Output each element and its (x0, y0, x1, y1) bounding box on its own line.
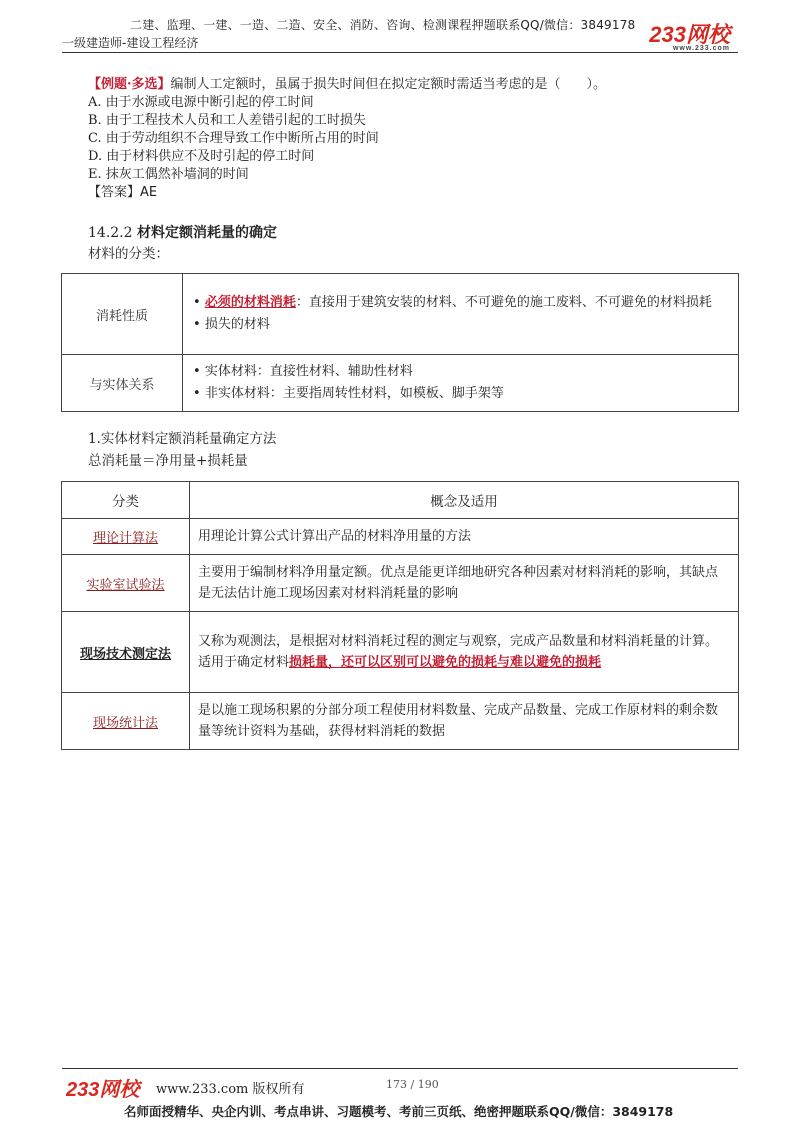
list-item: • 必须的材料消耗：直接用于建筑安装的材料、不可避免的施工废料、不可避免的材料损耗 (193, 295, 712, 310)
section-intro: 材料的分类： (88, 246, 169, 262)
method-label (62, 612, 190, 693)
brand-logo-text: 233网校 (649, 22, 730, 47)
table-row (62, 274, 739, 355)
method-label (62, 693, 190, 750)
row-content (183, 355, 739, 412)
table-row (62, 612, 739, 693)
question-option-c: C. 由于劳动组织不合理导致工作中断所占用的时间 (88, 131, 379, 146)
list-item: • 非实体材料：主要指周转性材料，如模板、脚手架等 (193, 386, 504, 401)
highlight-text: 损耗量，还可以区别可以避免的损耗与难以避免的损耗 (289, 655, 602, 670)
method-label-text: 现场统计法 (92, 715, 158, 731)
item-text: 非实体材料：主要指周转性材料，如模板、脚手架等 (204, 386, 504, 401)
method-heading: 1.实体材料定额消耗量确定方法 (88, 431, 277, 447)
footer-logo: 233网校 (66, 1079, 140, 1101)
question-option-d: D. 由于材料供应不及时引起的停工时间 (88, 149, 315, 164)
table-row (62, 519, 739, 555)
method-formula: 总消耗量＝净用量+损耗量 (88, 453, 248, 469)
row-label: 消耗性质 (62, 274, 183, 355)
material-classification-table (61, 273, 739, 412)
method-label-text: 现场技术测定法 (79, 646, 171, 662)
method-desc: 用理论计算公式计算出产品的材料净用量的方法 (190, 519, 739, 555)
footer-divider (62, 1068, 738, 1069)
methods-table (61, 481, 739, 750)
section-title: 材料定额消耗量的确定 (136, 225, 277, 241)
table-header-row (62, 482, 739, 519)
column-header: 分类 (62, 482, 190, 519)
row-label: 与实体关系 (62, 355, 183, 412)
list-item: • 实体材料：直接性材料、辅助性材料 (193, 364, 413, 379)
header-contact-text: 二建、监理、一建、一造、二造、安全、消防、咨询、检测课程押题联系QQ/微信：3849178 (130, 18, 636, 32)
method-desc (190, 612, 739, 693)
header-subtitle: 一级建造师-建设工程经济 (62, 36, 199, 50)
list-item: • 损失的材料 (193, 317, 270, 332)
highlight-text: 必须的材料消耗 (204, 295, 296, 310)
method-label (62, 555, 190, 612)
footer-contact-text: 名师面授精华、央企内训、考点串讲、习题模考、考前三页纸、绝密押题联系QQ/微信：3849178 (124, 1104, 674, 1119)
method-label-text: 理论计算法 (92, 531, 158, 546)
item-text: 损失的材料 (204, 317, 270, 332)
method-desc-line2 (198, 652, 730, 673)
section-heading (88, 222, 277, 242)
table-row (62, 355, 739, 412)
item-text: ：直接用于建筑安装的材料、不可避免的施工废料、不可避免的材料损耗 (295, 295, 712, 310)
header-divider (62, 52, 738, 53)
desc-prefix: 适用于确定材料 (198, 655, 290, 670)
question-option-e: E. 抹灰工偶然补墙洞的时间 (88, 167, 249, 182)
question-tag: 【例题·多选】 (88, 77, 171, 92)
question-option-b: B. 由于工程技术人员和工人差错引起的工时损失 (88, 113, 366, 128)
question-stem-text: 编制人工定额时，虽属于损失时间但在拟定定额时需适当考虑的是（ ）。 (170, 77, 607, 92)
method-desc: 主要用于编制材料净用量定额。优点是能更详细地研究各种因素对材料消耗的影响，其缺点是无法估计施工现场因素对材料消耗量的影响 (190, 555, 739, 612)
method-label-text: 实验室试验法 (86, 577, 165, 593)
column-header: 概念及适用 (190, 482, 739, 519)
brand-logo-url: www.233.com (672, 45, 730, 52)
item-text: 实体材料：直接性材料、辅助性材料 (204, 364, 413, 379)
question-answer: 【答案】AE (88, 185, 158, 200)
page-number: 173 / 190 (386, 1078, 439, 1091)
question-stem (88, 76, 606, 94)
method-desc-text: 又称为观测法，是根据对材料消耗过程的测定与观察，完成产品数量和材料消耗量的计算。 (198, 634, 719, 649)
method-label (62, 519, 190, 555)
footer-copyright: www.233.com 版权所有 (156, 1082, 305, 1097)
brand-logo (649, 18, 730, 52)
section-number: 14.2.2 (88, 225, 133, 241)
question-option-a: A. 由于水源或电源中断引起的停工时间 (88, 95, 314, 110)
row-content (183, 274, 739, 355)
table-row (62, 555, 739, 612)
table-row (62, 693, 739, 750)
method-desc: 是以施工现场积累的分部分项工程使用材料数量、完成产品数量、完成工作原材料的剩余数量等统计资料为基础，获得材料消耗的数据 (190, 693, 739, 750)
